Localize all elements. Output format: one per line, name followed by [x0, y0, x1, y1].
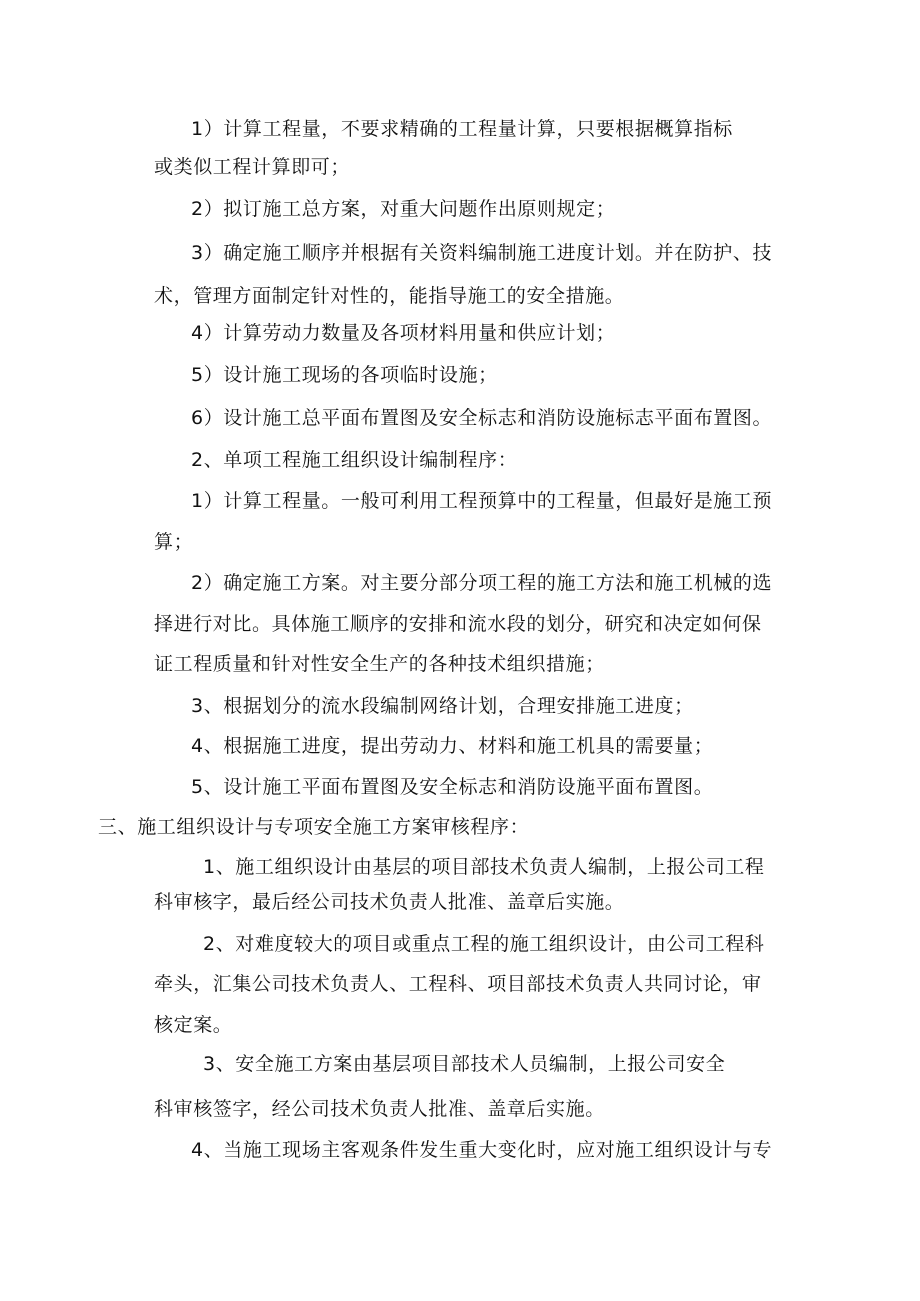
text-line: 择进行对比。具体施工顺序的安排和流水段的划分，研究和决定如何保	[154, 613, 762, 635]
text-line: 2）确定施工方案。对主要分部分项工程的施工方法和施工机械的选	[191, 572, 773, 594]
text-line: 科审核字，最后经公司技术负责人批准、盖章后实施。	[154, 891, 625, 913]
text-line: 2、单项工程施工组织设计编制程序：	[191, 449, 518, 471]
text-line: 4）计算劳动力数量及各项材料用量和供应计划；	[191, 322, 616, 344]
text-line: 牵头，汇集公司技术负责人、工程科、项目部技术负责人共同讨论，审	[154, 973, 762, 995]
text-line: 3）确定施工顺序并根据有关资料编制施工进度计划。并在防护、技	[191, 242, 773, 264]
text-line: 1、施工组织设计由基层的项目部技术负责人编制，上报公司工程	[203, 856, 765, 878]
section-heading: 三、施工组织设计与专项安全施工方案审核程序：	[98, 816, 530, 838]
text-line: 核定案。	[154, 1014, 233, 1036]
text-line: 证工程质量和针对性安全生产的各种技术组织措施；	[154, 653, 605, 675]
text-line: 4、当施工现场主客观条件发生重大变化时，应对施工组织设计与专	[191, 1139, 773, 1161]
text-line: 算；	[154, 531, 194, 553]
text-line: 术，管理方面制定针对性的，能指导施工的安全措施。	[154, 285, 625, 307]
text-line: 2、对难度较大的项目或重点工程的施工组织设计，由公司工程科	[203, 933, 765, 955]
text-line: 2）拟订施工总方案，对重大问题作出原则规定；	[191, 198, 616, 220]
text-line: 1）计算工程量。一般可利用工程预算中的工程量，但最好是施工预	[191, 490, 773, 512]
text-line: 5）设计施工现场的各项临时设施；	[191, 364, 498, 386]
text-line: 6）设计施工总平面布置图及安全标志和消防设施标志平面布置图。	[191, 407, 773, 429]
text-line: 或类似工程计算即可；	[154, 156, 351, 178]
text-line: 5、设计施工平面布置图及安全标志和消防设施平面布置图。	[191, 776, 714, 798]
text-line: 4、根据施工进度，提出劳动力、材料和施工机具的需要量；	[191, 735, 714, 757]
text-line: 3、根据划分的流水段编制网络计划，合理安排施工进度；	[191, 695, 694, 717]
text-line: 1）计算工程量，不要求精确的工程量计算，只要根据概算指标	[191, 118, 733, 140]
text-line: 3、安全施工方案由基层项目部技术人员编制，上报公司安全	[203, 1053, 726, 1075]
text-line: 科审核签字，经公司技术负责人批准、盖章后实施。	[154, 1098, 605, 1120]
